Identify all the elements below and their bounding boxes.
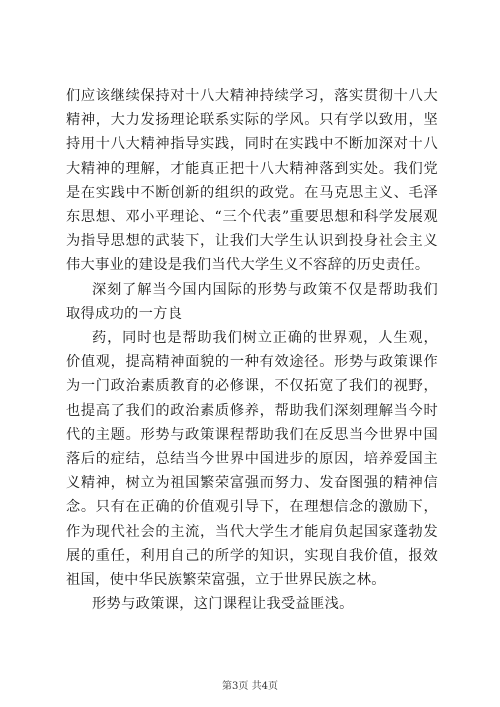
paragraph-conclusion: 形势与政策课，这门课程让我受益匪浅。 xyxy=(92,596,354,613)
paragraph-situation-policy: 深刻了解当今国内国际的形势与政策不仅是帮助我们取得成功的一方良 xyxy=(66,281,438,322)
page-number-footer: 第3页 共4页 xyxy=(222,681,278,692)
document-body xyxy=(66,84,438,616)
paragraph-course-value: 药，同时也是帮助我们树立正确的世界观，人生观，价值观，提高精神面貌的一种有效途径。形势与政策课作为一门政治素质教育的必修课，不仅拓宽了我们的视野，也提高了我们的政治素质修养，帮助我们深刻理解当今时代的主题。形势与政策课程帮助我们在反思当今世界中国落后的症结，总结当今世界中国进步的原因，培养爱国主义精神，树立为祖国繁荣富强而努力、发奋图强的精神信念。只有在正确的价值观引导下，在理想信念的激励下，作为现代社会的主流，当代大学生才能肩负起国家蓬勃发展的重任，利用自己的所学的知识，实现自我价值，报效祖国，使中华民族繁荣富强，立于世界民族之林。 xyxy=(66,330,438,589)
paragraph-continuation: 们应该继续保持对十八大精神持续学习，落实贯彻十八大精神，大力发扬理论联系实际的学风。只有学以致用，坚持用十八大精神指导实践，同时在实践中不断加深对十八大精神的理解，才能真正把十八大精神落到实处。我们党是在实践中不断创新的组织的政党。在马克思主义、毛泽东思想、邓小平理论、“三个代表”重要思想和科学发展观为指导思想的武装下，让我们大学生认识到投身社会主义伟大事业的建设是我们当代大学生义不容辞的历史责任。 xyxy=(66,88,438,274)
